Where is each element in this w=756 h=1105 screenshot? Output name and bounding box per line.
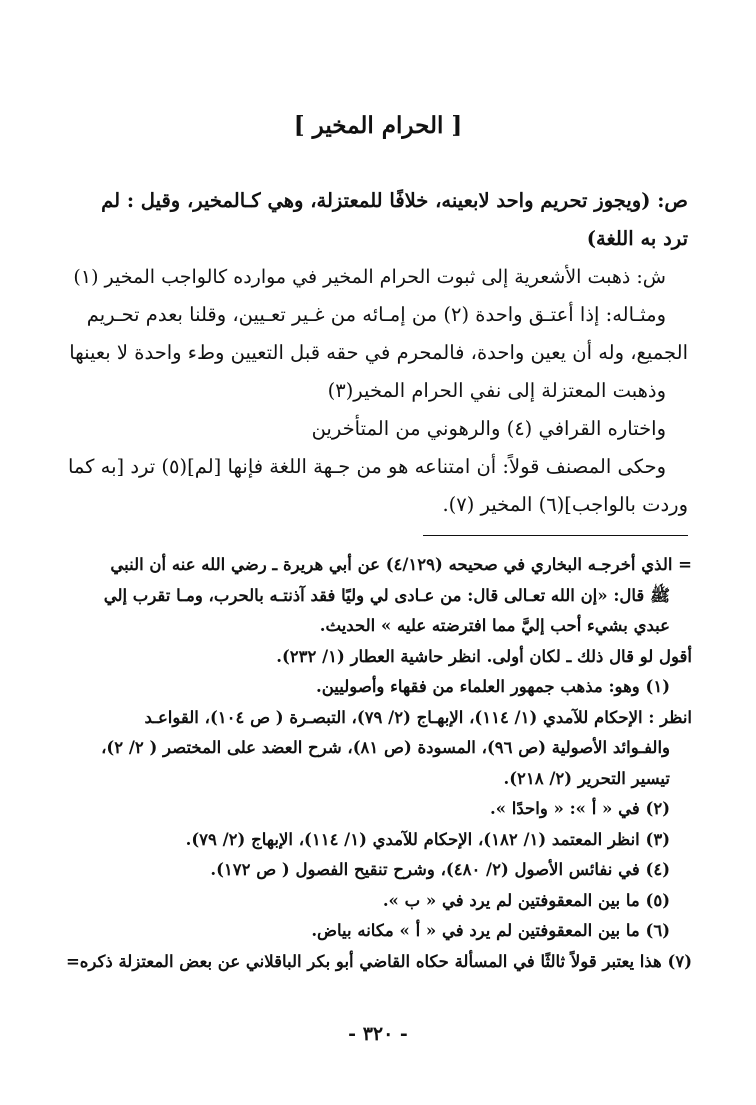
footnotes bbox=[62, 550, 692, 977]
footnote-line: (٢) في « أ »: « واحدًا ». bbox=[489, 799, 670, 818]
footnote-line: ﷺ قال: «إن الله تعـالى قال: من عـادى لي وليًا فقد آذنتـه بالحرب، ومـا تقرب إلي bbox=[103, 585, 670, 605]
footnote-line: تيسير التحرير (٢/ ٢١٨). bbox=[503, 768, 670, 788]
page-number: - ٣٢٠ - bbox=[348, 1023, 408, 1045]
text-line: واختاره القرافي (٤) والرهوني من المتأخرين bbox=[311, 417, 666, 440]
text-line: وذهبت المعتزلة إلى نفي الحرام المخير(٣) bbox=[327, 379, 666, 402]
text-line: ش: ذهبت الأشعرية إلى ثبوت الحرام المخير في موارده كالواجب المخير (١) bbox=[73, 266, 666, 288]
text-line: وردت بالواجب](٦) المخير (٧). bbox=[442, 493, 688, 516]
footnote-line: (٦) ما بين المعقوفتين لم يرد في « أ » مكانه بياض. bbox=[311, 921, 670, 940]
text-line: ومثـاله: إذا أعتـق واحدة (٢) من إمـائه من غـير تعـيين، وقلنا بعدم تحـريم bbox=[86, 303, 666, 326]
footnote-line: (٧) هذا يعتبر قولاً ثالثًا في المسألة حكاه القاضي أبو بكر الباقلاني عن بعض المعتزلة ذكره= bbox=[65, 951, 692, 971]
footnote-line: عبدي بشيء أحب إليَّ مما افترضته عليه » الحديث. bbox=[319, 616, 670, 635]
footnote-divider bbox=[423, 535, 688, 536]
footnote-line: انظر : الإحكام للآمدي (١/ ١١٤)، الإبهـاج (٢/ ٧٩)، التبصـرة ( ص ١٠٤)، القواعـد bbox=[144, 707, 692, 727]
footnote-line: أقول لو قال ذلك ـ لكان أولى. انظر حاشية العطار (١/ ٢٣٢). bbox=[276, 646, 692, 666]
text-line: ترد به اللغة) bbox=[586, 227, 688, 250]
text-line: ص: (ويجوز تحريم واحد لابعينه، خلافًا للمعتزلة، وهي كـالمخير، وقيل : لم bbox=[101, 189, 688, 212]
footnote-line: = الذي أخرجـه البخاري في صحيحه (٤/١٢٩) عن أبي هريرة ـ رضي الله عنه أن النبي bbox=[110, 555, 692, 574]
footnote-line: والفـوائد الأصولية (ص ٩٦)، المسودة (ص ٨١)، شرح العضد على المختصر ( ٢/ ٢)، bbox=[101, 738, 670, 757]
text-line: وحكى المصنف قولاً: أن امتناعه هو من جـهة اللغة فإنها [لم](٥) ترد [به كما bbox=[67, 455, 666, 478]
footnote-line: (١) وهو: مذهب جمهور العلماء من فقهاء وأصوليين. bbox=[316, 677, 670, 696]
text-line: الجميع، وله أن يعين واحدة، فالمحرم في حقه قبل التعيين وطء واحدة لا بعينها bbox=[69, 341, 688, 364]
footnote-line: (٥) ما بين المعقوفتين لم يرد في « ب ». bbox=[382, 890, 670, 910]
main-text bbox=[68, 182, 688, 524]
section-title: [ الحرام المخير ] bbox=[293, 112, 463, 139]
footnote-line: (٤) في نفائس الأصول (٢/ ٤٨٠)، وشرح تنقيح الفصول ( ص ١٧٢). bbox=[210, 860, 670, 879]
footnote-line: (٣) انظر المعتمد (١/ ١٨٢)، الإحكام للآمدي (١/ ١١٤)، الإبهاج (٢/ ٧٩). bbox=[185, 829, 670, 849]
